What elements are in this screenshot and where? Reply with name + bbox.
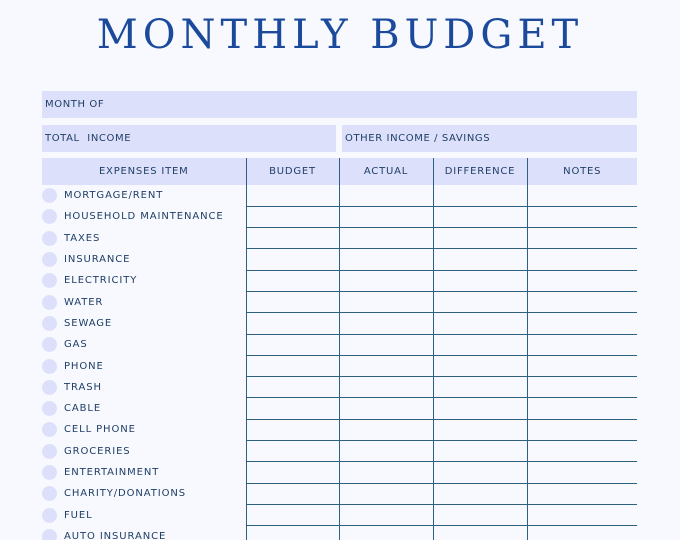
checkbox-circle-icon[interactable]: [42, 273, 57, 288]
table-row: [42, 228, 637, 249]
notes-cell[interactable]: [527, 291, 637, 312]
checkbox-circle-icon[interactable]: [42, 444, 57, 459]
total-income-label: TOTAL INCOME: [45, 133, 132, 144]
header-actual: ACTUAL: [339, 158, 433, 185]
actual-cell[interactable]: [339, 291, 433, 312]
difference-cell[interactable]: [433, 483, 527, 504]
actual-cell[interactable]: [339, 504, 433, 525]
difference-cell[interactable]: [433, 228, 527, 249]
table-row: [42, 483, 637, 504]
expense-item-label: TAXES: [64, 232, 101, 244]
notes-cell[interactable]: [527, 483, 637, 504]
expense-item-label: AUTO INSURANCE: [64, 530, 167, 540]
checkbox-circle-icon[interactable]: [42, 486, 57, 501]
expense-item-label: MORTGAGE/RENT: [64, 190, 164, 202]
table-row: [42, 206, 637, 227]
header-notes: NOTES: [527, 158, 637, 185]
actual-cell[interactable]: [339, 377, 433, 398]
expenses-table: [42, 158, 637, 540]
expense-item-cell: [42, 206, 246, 227]
checkbox-circle-icon[interactable]: [42, 231, 57, 246]
checkbox-circle-icon[interactable]: [42, 359, 57, 374]
expense-item-label: GROCERIES: [64, 445, 131, 457]
table-row: [42, 419, 637, 440]
checkbox-circle-icon[interactable]: [42, 188, 57, 203]
notes-cell[interactable]: [527, 270, 637, 291]
difference-cell[interactable]: [433, 334, 527, 355]
difference-cell[interactable]: [433, 526, 527, 540]
difference-cell[interactable]: [433, 504, 527, 525]
expense-item-label: FUEL: [64, 509, 93, 521]
header-difference: DIFFERENCE: [433, 158, 527, 185]
budget-cell[interactable]: [246, 291, 339, 312]
expense-item-cell: [42, 483, 246, 504]
table-row: [42, 355, 637, 376]
table-row: [42, 398, 637, 419]
actual-cell[interactable]: [339, 526, 433, 540]
checkbox-circle-icon[interactable]: [42, 465, 57, 480]
expense-item-label: CELL PHONE: [64, 424, 136, 436]
expense-item-label: SEWAGE: [64, 317, 113, 329]
expense-item-cell: [42, 334, 246, 355]
expense-item-cell: [42, 504, 246, 525]
expense-item-cell: [42, 398, 246, 419]
notes-cell[interactable]: [527, 206, 637, 227]
total-income-field[interactable]: [42, 125, 336, 152]
checkbox-circle-icon[interactable]: [42, 508, 57, 523]
expense-item-label: TRASH: [64, 381, 102, 393]
other-income-field[interactable]: [342, 125, 637, 152]
checkbox-circle-icon[interactable]: [42, 401, 57, 416]
table-row: [42, 526, 637, 540]
notes-cell[interactable]: [527, 228, 637, 249]
expense-item-label: GAS: [64, 339, 88, 351]
checkbox-circle-icon[interactable]: [42, 380, 57, 395]
month-of-label: MONTH OF: [45, 99, 105, 110]
actual-cell[interactable]: [339, 185, 433, 206]
table-row: [42, 313, 637, 334]
notes-cell[interactable]: [527, 355, 637, 376]
budget-cell[interactable]: [246, 249, 339, 270]
difference-cell[interactable]: [433, 291, 527, 312]
budget-cell[interactable]: [246, 377, 339, 398]
budget-cell[interactable]: [246, 355, 339, 376]
difference-cell[interactable]: [433, 377, 527, 398]
table-row: [42, 504, 637, 525]
budget-cell[interactable]: [246, 206, 339, 227]
table-header-row: [42, 158, 637, 185]
expense-item-label: INSURANCE: [64, 254, 131, 266]
budget-cell[interactable]: [246, 334, 339, 355]
notes-cell[interactable]: [527, 462, 637, 483]
table-row: [42, 462, 637, 483]
checkbox-circle-icon[interactable]: [42, 295, 57, 310]
table-row: [42, 377, 637, 398]
expense-item-cell: [42, 377, 246, 398]
budget-cell[interactable]: [246, 483, 339, 504]
notes-cell[interactable]: [527, 334, 637, 355]
expense-item-cell: [42, 441, 246, 462]
expense-item-cell: [42, 526, 246, 540]
table-row: [42, 270, 637, 291]
table-row: [42, 249, 637, 270]
difference-cell[interactable]: [433, 355, 527, 376]
notes-cell[interactable]: [527, 377, 637, 398]
expense-item-cell: [42, 355, 246, 376]
notes-cell[interactable]: [527, 441, 637, 462]
difference-cell[interactable]: [433, 398, 527, 419]
expense-item-label: PHONE: [64, 360, 104, 372]
difference-cell[interactable]: [433, 206, 527, 227]
table-row: [42, 334, 637, 355]
budget-cell[interactable]: [246, 313, 339, 334]
actual-cell[interactable]: [339, 270, 433, 291]
difference-cell[interactable]: [433, 419, 527, 440]
expense-item-cell: [42, 249, 246, 270]
actual-cell[interactable]: [339, 228, 433, 249]
header-expenses-item: EXPENSES ITEM: [42, 158, 246, 185]
actual-cell[interactable]: [339, 355, 433, 376]
expense-item-label: CHARITY/DONATIONS: [64, 488, 186, 500]
budget-cell[interactable]: [246, 270, 339, 291]
budget-cell[interactable]: [246, 462, 339, 483]
budget-cell[interactable]: [246, 504, 339, 525]
notes-cell[interactable]: [527, 185, 637, 206]
expense-item-cell: [42, 270, 246, 291]
actual-cell[interactable]: [339, 398, 433, 419]
budget-cell[interactable]: [246, 228, 339, 249]
notes-cell[interactable]: [527, 398, 637, 419]
difference-cell[interactable]: [433, 185, 527, 206]
actual-cell[interactable]: [339, 313, 433, 334]
actual-cell[interactable]: [339, 462, 433, 483]
budget-cell[interactable]: [246, 526, 339, 540]
actual-cell[interactable]: [339, 483, 433, 504]
notes-cell[interactable]: [527, 249, 637, 270]
difference-cell[interactable]: [433, 441, 527, 462]
notes-cell[interactable]: [527, 526, 637, 540]
expense-item-label: ELECTRICITY: [64, 275, 138, 287]
notes-cell[interactable]: [527, 504, 637, 525]
actual-cell[interactable]: [339, 206, 433, 227]
checkbox-circle-icon[interactable]: [42, 337, 57, 352]
budget-cell[interactable]: [246, 419, 339, 440]
checkbox-circle-icon[interactable]: [42, 252, 57, 267]
month-of-field[interactable]: [42, 91, 637, 118]
checkbox-circle-icon[interactable]: [42, 316, 57, 331]
expense-item-cell: [42, 313, 246, 334]
checkbox-circle-icon[interactable]: [42, 422, 57, 437]
expense-item-cell: [42, 462, 246, 483]
notes-cell[interactable]: [527, 419, 637, 440]
actual-cell[interactable]: [339, 441, 433, 462]
expense-item-label: ENTERTAINMENT: [64, 467, 160, 478]
difference-cell[interactable]: [433, 249, 527, 270]
expense-item-label: WATER: [64, 296, 104, 308]
expense-item-cell: [42, 228, 246, 249]
difference-cell[interactable]: [433, 313, 527, 334]
actual-cell[interactable]: [339, 334, 433, 355]
difference-cell[interactable]: [433, 270, 527, 291]
header-budget: BUDGET: [246, 158, 339, 185]
expense-item-cell: [42, 419, 246, 440]
difference-cell[interactable]: [433, 462, 527, 483]
expense-item-label: CABLE: [64, 403, 102, 415]
expense-item-cell: [42, 185, 246, 206]
table-row: [42, 185, 637, 206]
actual-cell[interactable]: [339, 419, 433, 440]
checkbox-circle-icon[interactable]: [42, 209, 57, 224]
page-title: MONTHLY BUDGET: [96, 12, 584, 58]
expense-item-cell: [42, 291, 246, 312]
expense-item-label: HOUSEHOLD MAINTENANCE: [64, 211, 224, 223]
other-income-label: OTHER INCOME / SAVINGS: [345, 133, 491, 144]
budget-cell[interactable]: [246, 441, 339, 462]
checkbox-circle-icon[interactable]: [42, 529, 57, 540]
budget-cell[interactable]: [246, 398, 339, 419]
notes-cell[interactable]: [527, 313, 637, 334]
table-row: [42, 291, 637, 312]
table-row: [42, 441, 637, 462]
actual-cell[interactable]: [339, 249, 433, 270]
budget-cell[interactable]: [246, 185, 339, 206]
